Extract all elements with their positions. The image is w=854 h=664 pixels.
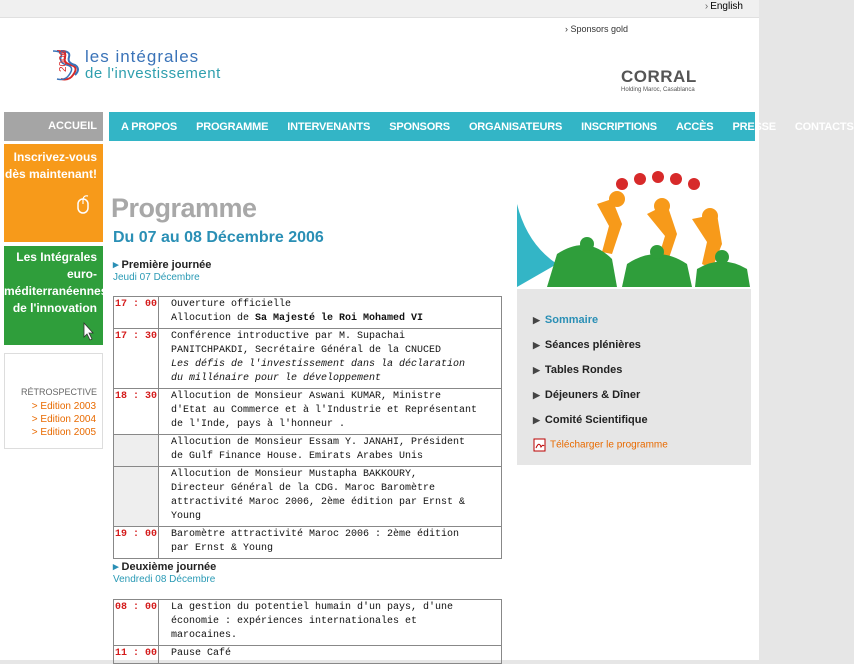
sidebar-item-comite[interactable]: ▶ Comité Scientifique (533, 414, 648, 426)
sponsors-gold-link[interactable]: › Sponsors gold (565, 24, 629, 34)
download-program-link[interactable]: Télécharger le programme (533, 438, 668, 452)
logo-line1: les intégrales (85, 47, 200, 66)
cursor-icon (82, 321, 96, 341)
program-sidebar (517, 289, 751, 465)
retro-edition-2004[interactable]: > Edition 2004 (31, 414, 96, 425)
schedule-day1-table (113, 296, 502, 559)
register-banner[interactable] (4, 144, 103, 242)
nav-home[interactable]: ACCUEIL (4, 112, 103, 141)
schedule-description: Allocution de Monsieur Aswani KUMAR, Ministre d'Etat au Commerce et à l'Industrie et Représentant de l'Inde, pays à l'honneur . (159, 389, 502, 435)
retrospective-title: RÉTROSPECTIVE (20, 387, 97, 397)
nav-item-inscriptions[interactable]: INSCRIPTIONS (581, 120, 657, 133)
site-logo[interactable] (47, 47, 267, 87)
schedule-description: La gestion du potentiel humain d'un pays, d'une économie : expériences internationales et marocaines. (159, 600, 502, 646)
register-line2: dès maintenant! (4, 167, 97, 181)
logo-mark-icon (47, 47, 81, 83)
euromed-line1: Les Intégrales (16, 250, 97, 264)
nav-item-sponsors[interactable]: SPONSORS (389, 120, 450, 133)
euromed-banner[interactable] (4, 246, 108, 345)
nav-item-organisateurs[interactable]: ORGANISATEURS (468, 120, 563, 133)
schedule-time: 17 : 00 (114, 297, 159, 329)
schedule-row (114, 297, 502, 329)
sidebar-item-seances[interactable]: ▶ Séances plénières (533, 339, 641, 351)
mouse-icon (72, 194, 94, 218)
nav-item-a-propos[interactable]: A PROPOS (121, 120, 178, 133)
retro-edition-2005[interactable]: > Edition 2005 (31, 427, 96, 438)
logo-line2: de l'investissement (85, 65, 221, 82)
retrospective-box (4, 353, 103, 449)
schedule-time: 18 : 30 (114, 389, 159, 435)
nav-item-contacts[interactable]: CONTACTS (794, 120, 854, 133)
sponsor-subtitle: Holding Maroc, Casablanca (621, 87, 695, 93)
schedule-description: Conférence introductive par M. Supachai PANITCHPAKDI, Secrétaire Général de la CNUCED Les défis de l'investissement dans la déclaration du millénaire pour le développement (159, 329, 502, 389)
sidebar-item-tables-rondes[interactable]: ▶ Tables Rondes (533, 364, 623, 376)
schedule-time: 17 : 30 (114, 329, 159, 389)
register-line1: Inscrivez-vous (13, 150, 97, 164)
language-link[interactable]: › English (704, 1, 743, 12)
schedule-row (114, 435, 502, 467)
schedule-description: Baromètre attractivité Maroc 2006 : 2ème édition par Ernst & Young (159, 527, 502, 559)
nav-item-programme[interactable]: PROGRAMME (196, 120, 269, 133)
schedule-description: Allocution de Monsieur Mustapha BAKKOURY, Directeur Général de la CDG. Maroc Baromètre attractivité Maroc 2006, 2ème édition par Ernst & Young (159, 467, 502, 527)
sidebar-item-sommaire[interactable]: ▶ Sommaire (533, 314, 599, 326)
sponsor-name: CORRAL (621, 67, 697, 86)
sidebar-item-dejeuners[interactable]: ▶ Déjeuners & Dîner (533, 389, 641, 401)
page-title: Programme (111, 193, 257, 223)
euromed-line4: de l'innovation (12, 301, 97, 315)
schedule-row (114, 467, 502, 527)
euromed-line2: euro- (67, 267, 97, 281)
schedule-day2-table (113, 599, 502, 664)
event-dates: Du 07 au 08 Décembre 2006 (113, 229, 324, 246)
schedule-time: 19 : 00 (114, 527, 159, 559)
svg-text:2006: 2006 (58, 49, 69, 72)
day2-date: Vendredi 08 Décembre (113, 574, 216, 585)
top-strip (0, 0, 759, 18)
nav-item-intervenants[interactable]: INTERVENANTS (287, 120, 371, 133)
people-illustration-icon (517, 144, 750, 287)
day1-date: Jeudi 07 Décembre (113, 272, 200, 283)
day2-title: ▸ Deuxième journée (113, 561, 217, 573)
schedule-time: 08 : 00 (114, 600, 159, 646)
schedule-description: Pause Café (159, 646, 502, 664)
schedule-time: 11 : 00 (114, 646, 159, 664)
schedule-row (114, 389, 502, 435)
schedule-row (114, 646, 502, 664)
schedule-row (114, 600, 502, 646)
main-nav (109, 112, 854, 141)
event-banner-image (517, 144, 750, 287)
euromed-line3: méditerranéennes (4, 284, 108, 298)
pdf-icon (533, 438, 547, 452)
schedule-time (114, 467, 159, 527)
nav-item-acc-s[interactable]: ACCÈS (675, 120, 714, 133)
nav-item-presse[interactable]: PRESSE (732, 120, 776, 133)
sponsor-logo[interactable] (621, 67, 701, 99)
schedule-row (114, 329, 502, 389)
schedule-description: Allocution de Monsieur Essam Y. JANAHI, Président de Gulf Finance House. Emirats Arabes Unis (159, 435, 502, 467)
schedule-time (114, 435, 159, 467)
schedule-row (114, 527, 502, 559)
retro-edition-2003[interactable]: > Edition 2003 (31, 401, 96, 412)
day1-title: ▸ Première journée (113, 259, 212, 271)
schedule-description: Ouverture officielle Allocution de Sa Majesté le Roi Mohamed VI (159, 297, 502, 329)
language-label: English (710, 1, 743, 12)
